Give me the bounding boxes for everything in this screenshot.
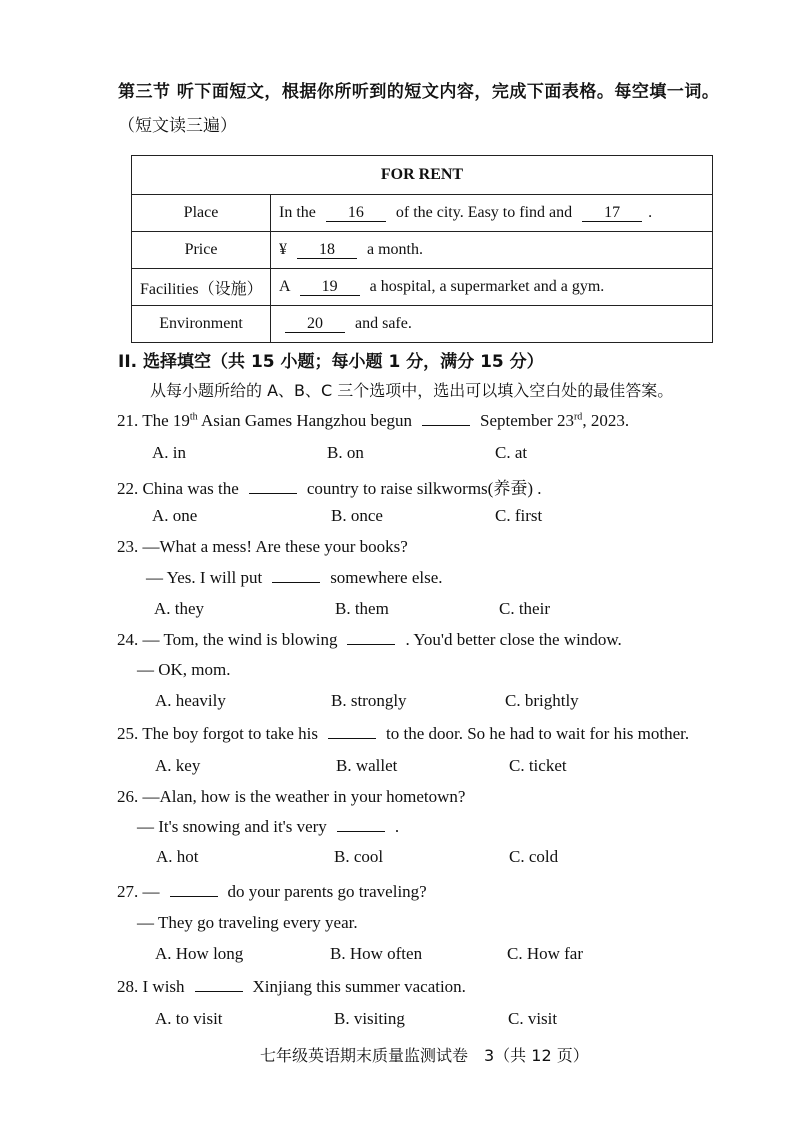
question-28 — [117, 977, 466, 997]
text: of the city. Easy to find and — [395, 204, 573, 221]
option-b[interactable]: B. once — [331, 506, 383, 525]
text: do your parents go traveling? — [227, 882, 427, 901]
page-footer: 七年级英语期末质量监测试卷 3（共 12 页） — [260, 1046, 589, 1065]
question-number: 21. — [117, 411, 139, 430]
text: — — [142, 882, 160, 901]
question-number: 23. — [117, 537, 139, 556]
option-a[interactable]: A. to visit — [155, 1009, 223, 1028]
question-26-line2 — [137, 817, 399, 837]
blank-19[interactable]: 19 — [300, 279, 360, 296]
option-c[interactable]: C. cold — [509, 847, 559, 866]
question-21 — [117, 411, 629, 431]
text: . — [394, 817, 400, 836]
text: somewhere else. — [330, 568, 443, 587]
text: In the — [279, 204, 316, 221]
question-number: 27. — [117, 882, 139, 901]
text: — Tom, the wind is blowing — [142, 630, 338, 649]
text: Asian Games Hangzhou begun — [200, 411, 413, 430]
text: . — [648, 204, 653, 221]
question-22 — [117, 474, 541, 499]
option-c[interactable]: C. first — [495, 506, 543, 525]
blank-17[interactable]: 17 — [582, 205, 642, 222]
option-c[interactable]: C. visit — [508, 1009, 558, 1028]
answer-blank[interactable] — [422, 425, 470, 426]
option-a[interactable]: A. key — [155, 756, 201, 775]
text: — Yes. I will put — [146, 568, 263, 587]
option-a[interactable]: A. they — [154, 599, 205, 618]
table-row-place — [132, 195, 713, 232]
text: I wish — [142, 977, 185, 996]
option-b[interactable]: B. cool — [334, 847, 384, 866]
question-26 — [117, 787, 465, 807]
section3-subheading: （短文读三遍） — [118, 116, 237, 136]
question-24-line2 — [137, 660, 231, 680]
row-content — [271, 195, 713, 232]
option-c[interactable]: C. brightly — [505, 691, 579, 710]
text: The boy forgot to take his — [142, 724, 318, 743]
text: country to raise silkworms(养蚕) . — [306, 479, 542, 498]
question-number: 24. — [117, 630, 139, 649]
text: and safe. — [355, 315, 412, 332]
row-label: Environment — [132, 306, 271, 343]
option-a[interactable]: A. How long — [155, 944, 244, 963]
text: ¥ — [279, 241, 287, 258]
section3-heading: 第三节 听下面短文，根据你所听到的短文内容，完成下面表格。每空填一词。 — [118, 82, 720, 102]
option-c[interactable]: C. their — [499, 599, 550, 618]
text: A — [279, 278, 290, 295]
question-23-line2 — [146, 568, 443, 588]
text: , 2023. — [582, 411, 630, 430]
text: Xinjiang this summer vacation. — [252, 977, 466, 996]
table-row-environment — [132, 306, 713, 343]
text: a hospital, a supermarket and a gym. — [369, 278, 605, 295]
table-row-price — [132, 232, 713, 269]
row-label: Price — [132, 232, 271, 269]
superscript: th — [189, 411, 198, 423]
text: China was the — [142, 479, 239, 498]
answer-blank[interactable] — [328, 738, 376, 739]
option-b[interactable]: B. visiting — [334, 1009, 405, 1028]
text: — They go traveling every year. — [137, 913, 358, 932]
answer-blank[interactable] — [337, 831, 385, 832]
option-c[interactable]: C. How far — [507, 944, 584, 963]
text: — OK, mom. — [137, 660, 231, 679]
option-b[interactable]: B. wallet — [336, 756, 398, 775]
text: September 23 — [480, 411, 574, 430]
text: — It's snowing and it's very — [137, 817, 327, 836]
section2-instruction: 从每小题所给的 A、B、C 三个选项中，选出可以填入空白处的最佳答案。 — [150, 381, 674, 400]
answer-blank[interactable] — [249, 493, 297, 494]
text: to the door. So he had to wait for his mother. — [386, 724, 690, 743]
answer-blank[interactable] — [195, 991, 243, 992]
for-rent-table — [131, 155, 713, 343]
row-label: Place — [132, 195, 271, 232]
question-24 — [117, 630, 622, 650]
text: —What a mess! Are these your books? — [142, 537, 408, 556]
table-row-facilities — [132, 269, 713, 306]
option-a[interactable]: A. one — [152, 506, 198, 525]
text: . You'd better close the window. — [405, 630, 622, 649]
answer-blank[interactable] — [272, 582, 320, 583]
question-number: 26. — [117, 787, 139, 806]
question-number: 28. — [117, 977, 139, 996]
question-27-line2 — [137, 913, 358, 933]
blank-16[interactable]: 16 — [326, 205, 386, 222]
question-number: 22. — [117, 479, 139, 498]
table-title: FOR RENT — [132, 156, 713, 195]
question-23 — [117, 537, 408, 557]
blank-20[interactable]: 20 — [285, 316, 345, 333]
option-c[interactable]: C. at — [495, 443, 528, 462]
option-b[interactable]: B. them — [335, 599, 389, 618]
question-27 — [117, 882, 427, 902]
text: a month. — [367, 241, 423, 258]
question-25 — [117, 724, 689, 744]
question-number: 25. — [117, 724, 139, 743]
text: —Alan, how is the weather in your hometown? — [142, 787, 466, 806]
section2-heading: II. 选择填空（共 15 小题；每小题 1 分，满分 15 分） — [118, 352, 544, 372]
blank-18[interactable]: 18 — [297, 242, 357, 259]
text: The 19 — [142, 411, 190, 430]
row-label: Facilities（设施） — [132, 269, 271, 306]
option-a[interactable]: A. in — [152, 443, 186, 462]
option-b[interactable]: B. on — [327, 443, 364, 462]
option-a[interactable]: A. heavily — [155, 691, 226, 710]
option-a[interactable]: A. hot — [156, 847, 199, 866]
row-content — [271, 306, 713, 343]
superscript: rd — [573, 411, 583, 423]
option-b[interactable]: B. How often — [330, 944, 423, 963]
option-c[interactable]: C. ticket — [509, 756, 567, 775]
row-content — [271, 269, 713, 306]
answer-blank[interactable] — [347, 644, 395, 645]
option-b[interactable]: B. strongly — [331, 691, 407, 710]
answer-blank[interactable] — [170, 896, 218, 897]
row-content — [271, 232, 713, 269]
